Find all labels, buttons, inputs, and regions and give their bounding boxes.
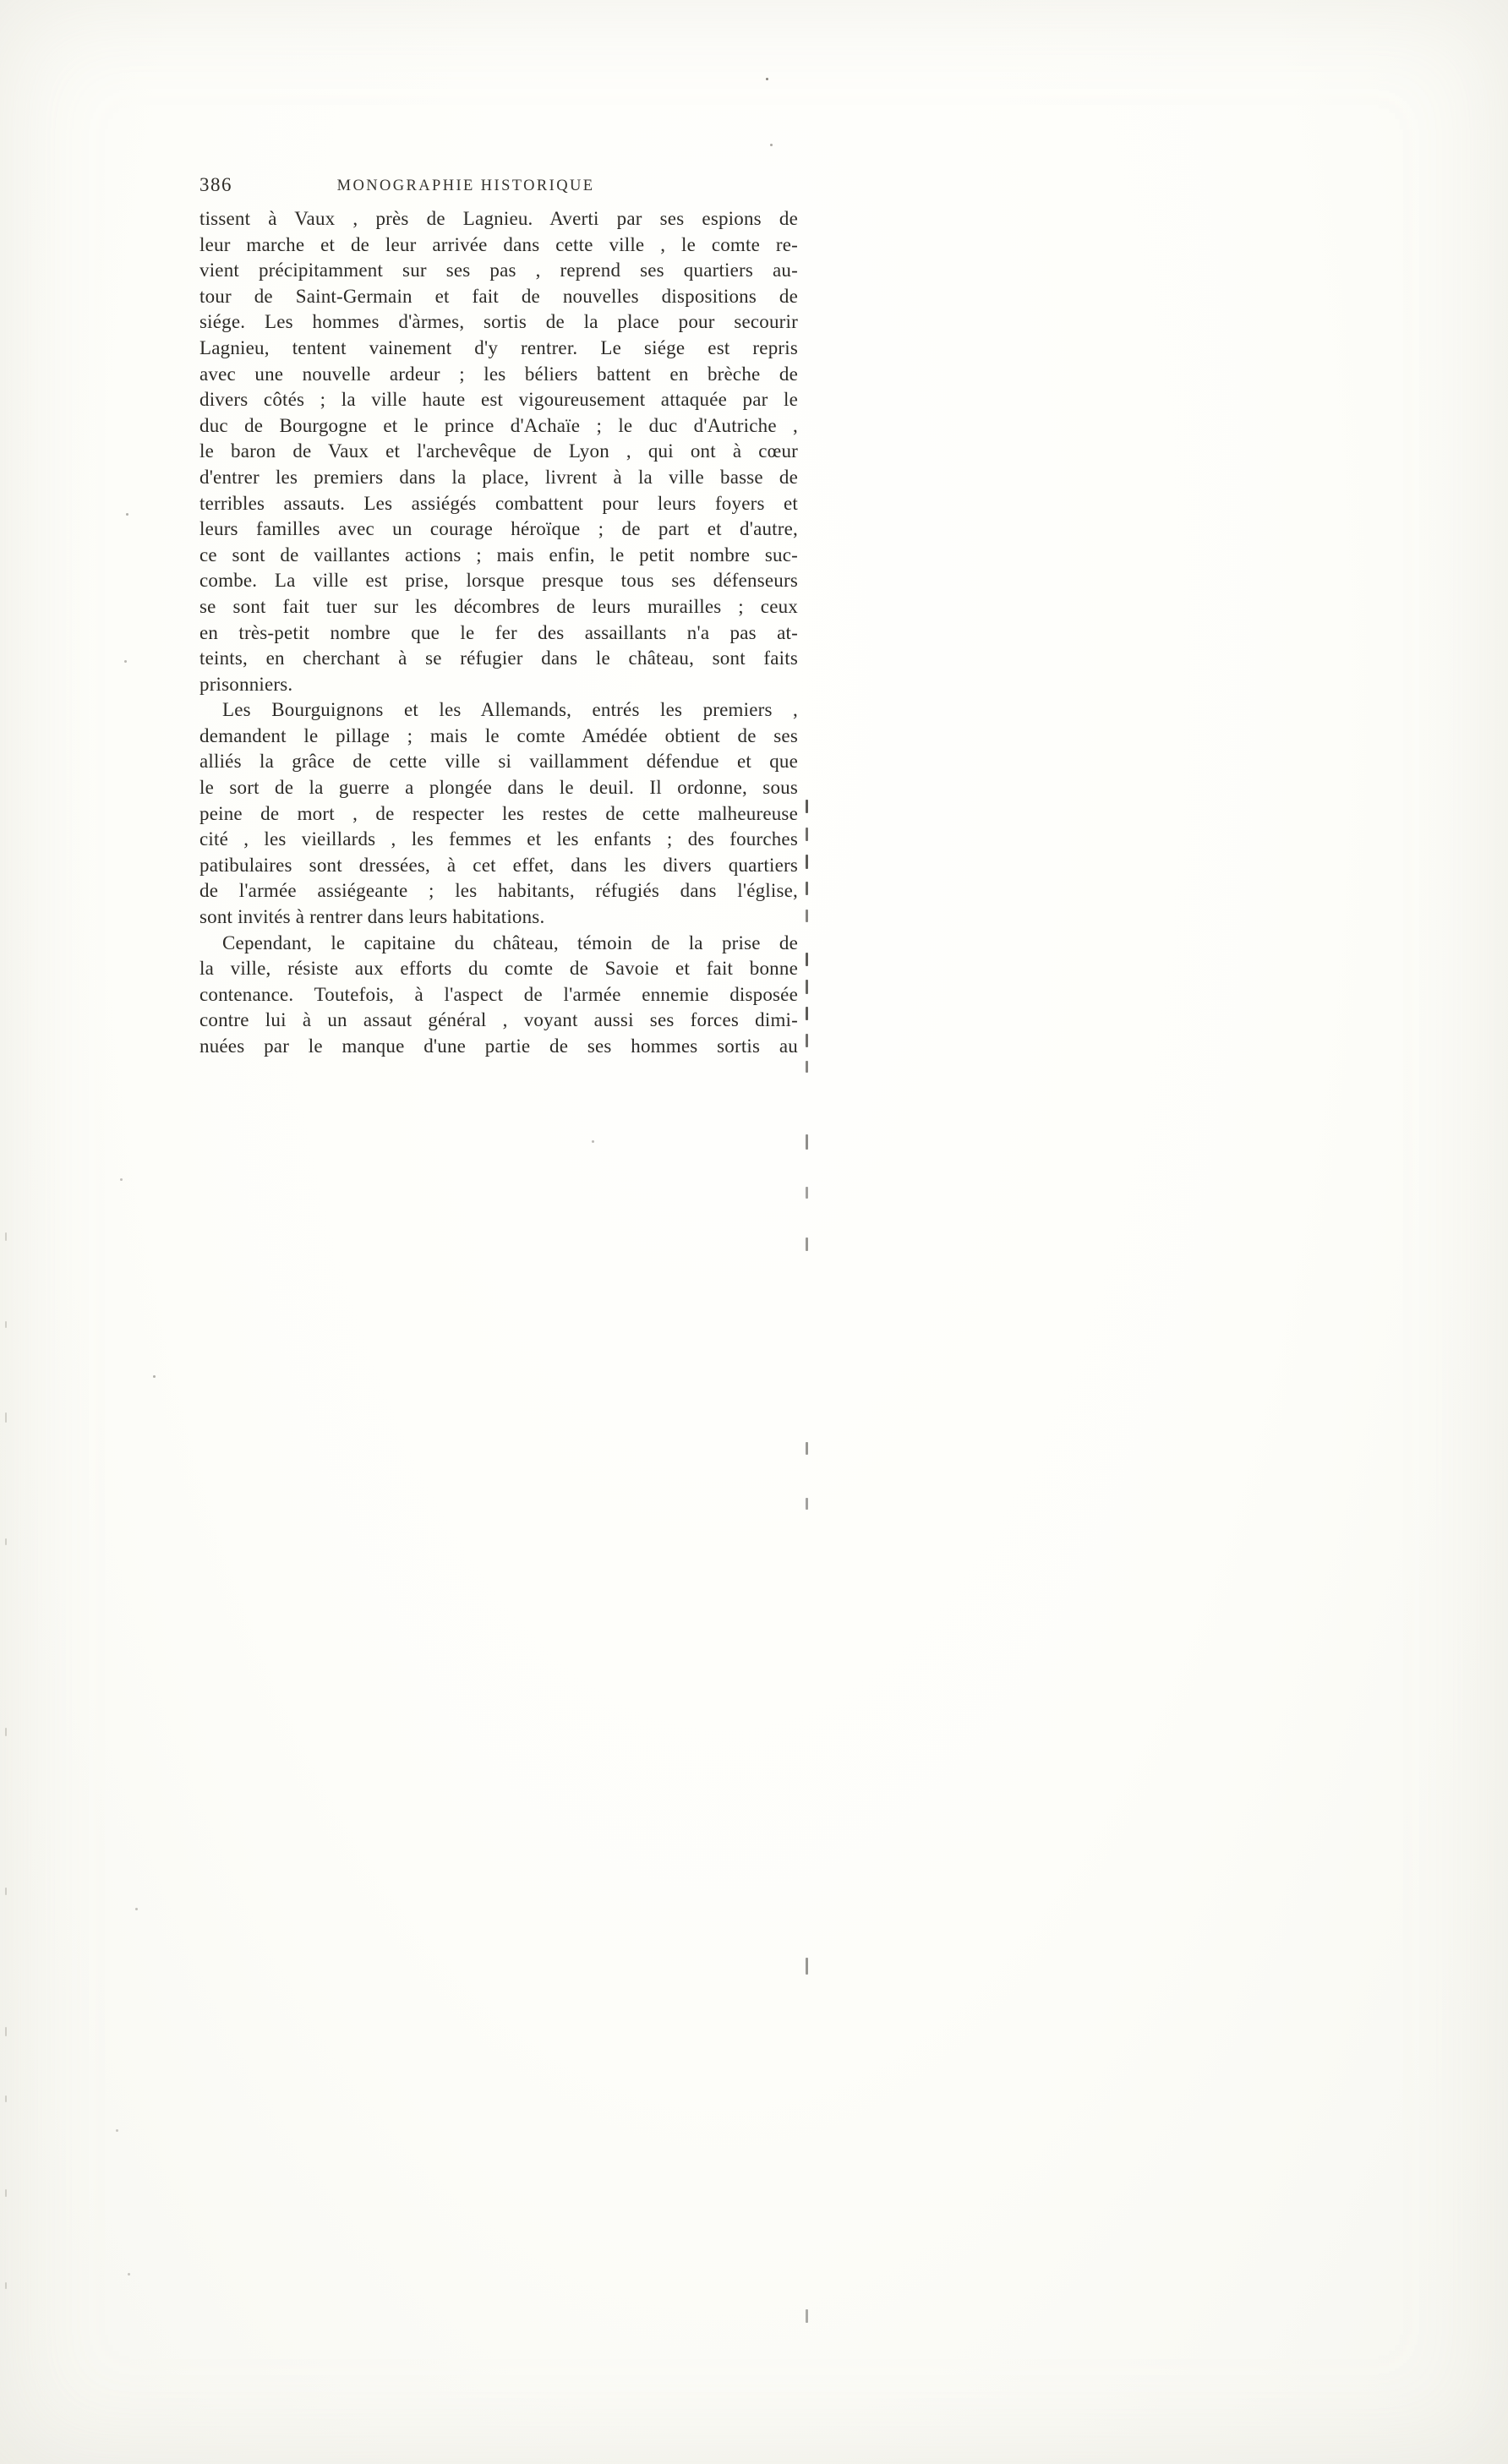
scan-mark-vertical xyxy=(806,882,808,895)
text-line: alliés la grâce de cette ville si vaillamment défendue et que xyxy=(199,751,798,773)
scan-speck xyxy=(120,1178,123,1181)
paragraph xyxy=(199,697,798,930)
text-line: teints, en cherchant à se réfugier dans le château, sont faits xyxy=(199,647,798,669)
scan-speck xyxy=(126,513,128,516)
text-line: se sont fait tuer sur les décombres de leurs murailles ; ceux xyxy=(199,595,798,617)
text-line: ce sont de vaillantes actions ; mais enfin, le petit nombre suc- xyxy=(199,544,798,565)
paragraph xyxy=(199,931,798,1060)
scan-edge-mark xyxy=(5,1888,7,1895)
scan-mark-vertical xyxy=(806,828,808,841)
scan-mark-vertical xyxy=(806,1237,808,1251)
scan-mark-vertical xyxy=(806,1007,808,1020)
text-line: patibulaires sont dressées, à cet effet, dans les divers quartiers xyxy=(199,854,798,876)
text-line: prisonniers. xyxy=(199,673,293,695)
body-text xyxy=(199,206,798,1060)
text-line: tissent à Vaux , près de Lagnieu. Averti par ses espions de xyxy=(199,208,798,229)
scan-mark-vertical xyxy=(806,1187,808,1199)
text-line: sont invités à rentrer dans leurs habitations. xyxy=(199,906,545,928)
text-line: avec une nouvelle ardeur ; les béliers battent en brèche de xyxy=(199,363,798,385)
scan-speck xyxy=(770,144,773,146)
page-header xyxy=(199,174,798,203)
text-line: en très-petit nombre que le fer des assaillants n'a pas at- xyxy=(199,621,798,643)
scan-mark-vertical xyxy=(806,855,808,869)
text-line: duc de Bourgogne et le prince d'Achaïe ; le duc d'Autriche , xyxy=(199,414,798,436)
scan-speck xyxy=(153,1375,156,1378)
scan-mark-vertical xyxy=(806,1061,808,1073)
scan-speck xyxy=(592,1140,594,1143)
running-title: MONOGRAPHIE HISTORIQUE xyxy=(336,178,595,194)
scan-edge-mark xyxy=(5,2095,7,2102)
scan-mark-vertical xyxy=(806,1034,808,1047)
scan-edge-mark xyxy=(5,2189,7,2197)
text-line: contre lui à un assaut général , voyant aussi ses forces dimi- xyxy=(199,1009,798,1031)
text-line: combe. La ville est prise, lorsque presque tous ses défenseurs xyxy=(199,570,798,592)
text-line: peine de mort , de respecter les restes de cette malheureuse xyxy=(199,802,798,824)
scan-edge-mark xyxy=(5,2027,7,2036)
scan-edge-mark xyxy=(5,1321,7,1328)
scan-speck xyxy=(124,660,127,663)
text-line: tour de Saint-Germain et fait de nouvelles dispositions de xyxy=(199,285,798,307)
text-line: contenance. Toutefois, à l'aspect de l'armée ennemie disposée xyxy=(199,983,798,1005)
text-line: Les Bourguignons et les Allemands, entrés les premiers , xyxy=(222,699,798,721)
page-number: 386 xyxy=(199,174,232,195)
text-line: demandent le pillage ; mais le comte Amédée obtient de ses xyxy=(199,724,798,746)
text-line: Lagnieu, tentent vainement d'y rentrer. Le siége est repris xyxy=(199,336,798,358)
text-line: la ville, résiste aux efforts du comte de Savoie et fait bonne xyxy=(199,958,798,980)
scan-speck xyxy=(135,1908,138,1910)
text-line: leurs familles avec un courage héroïque ; de part et d'autre, xyxy=(199,518,798,540)
text-line: cité , les vieillards , les femmes et les enfants ; des fourches xyxy=(199,828,798,850)
scan-mark-vertical xyxy=(806,1442,808,1455)
scan-edge-mark xyxy=(5,1538,7,1545)
scan-mark-vertical xyxy=(806,980,808,994)
text-line: Cependant, le capitaine du château, témoin de la prise de xyxy=(222,932,798,953)
scan-speck xyxy=(116,2129,118,2132)
scan-mark-vertical xyxy=(806,800,808,813)
text-line: siége. Les hommes d'àrmes, sortis de la place pour secourir xyxy=(199,311,798,333)
scan-speck xyxy=(766,78,768,80)
text-line: le sort de la guerre a plongée dans le deuil. Il ordonne, sous xyxy=(199,777,798,799)
scan-edge-mark xyxy=(5,1232,7,1241)
text-line: le baron de Vaux et l'archevêque de Lyon , qui ont à cœur xyxy=(199,440,798,462)
scan-edge-mark xyxy=(5,1412,7,1423)
text-line: vient précipitamment sur ses pas , reprend ses quartiers au- xyxy=(199,260,798,281)
text-line: divers côtés ; la ville haute est vigoureusement attaquée par le xyxy=(199,389,798,411)
paragraph xyxy=(199,206,798,697)
scan-speck xyxy=(128,2273,130,2276)
scan-mark-vertical xyxy=(806,953,808,966)
text-line: d'entrer les premiers dans la place, livrent à la ville basse de xyxy=(199,466,798,488)
text-line: leur marche et de leur arrivée dans cette ville , le comte re- xyxy=(199,233,798,255)
scan-edge-mark xyxy=(5,1728,7,1736)
scan-mark-vertical xyxy=(806,2309,808,2323)
text-line: terribles assauts. Les assiégés combattent pour leurs foyers et xyxy=(199,492,798,514)
scan-mark-vertical xyxy=(806,1134,808,1150)
text-line: de l'armée assiégeante ; les habitants, réfugiés dans l'église, xyxy=(199,880,798,902)
scan-mark-vertical xyxy=(806,1498,808,1510)
text-line: nuées par le manque d'une partie de ses hommes sortis au xyxy=(199,1035,798,1057)
scan-mark-vertical xyxy=(806,910,808,922)
scan-edge-mark xyxy=(5,2282,7,2289)
scan-mark-vertical xyxy=(806,1958,808,1975)
